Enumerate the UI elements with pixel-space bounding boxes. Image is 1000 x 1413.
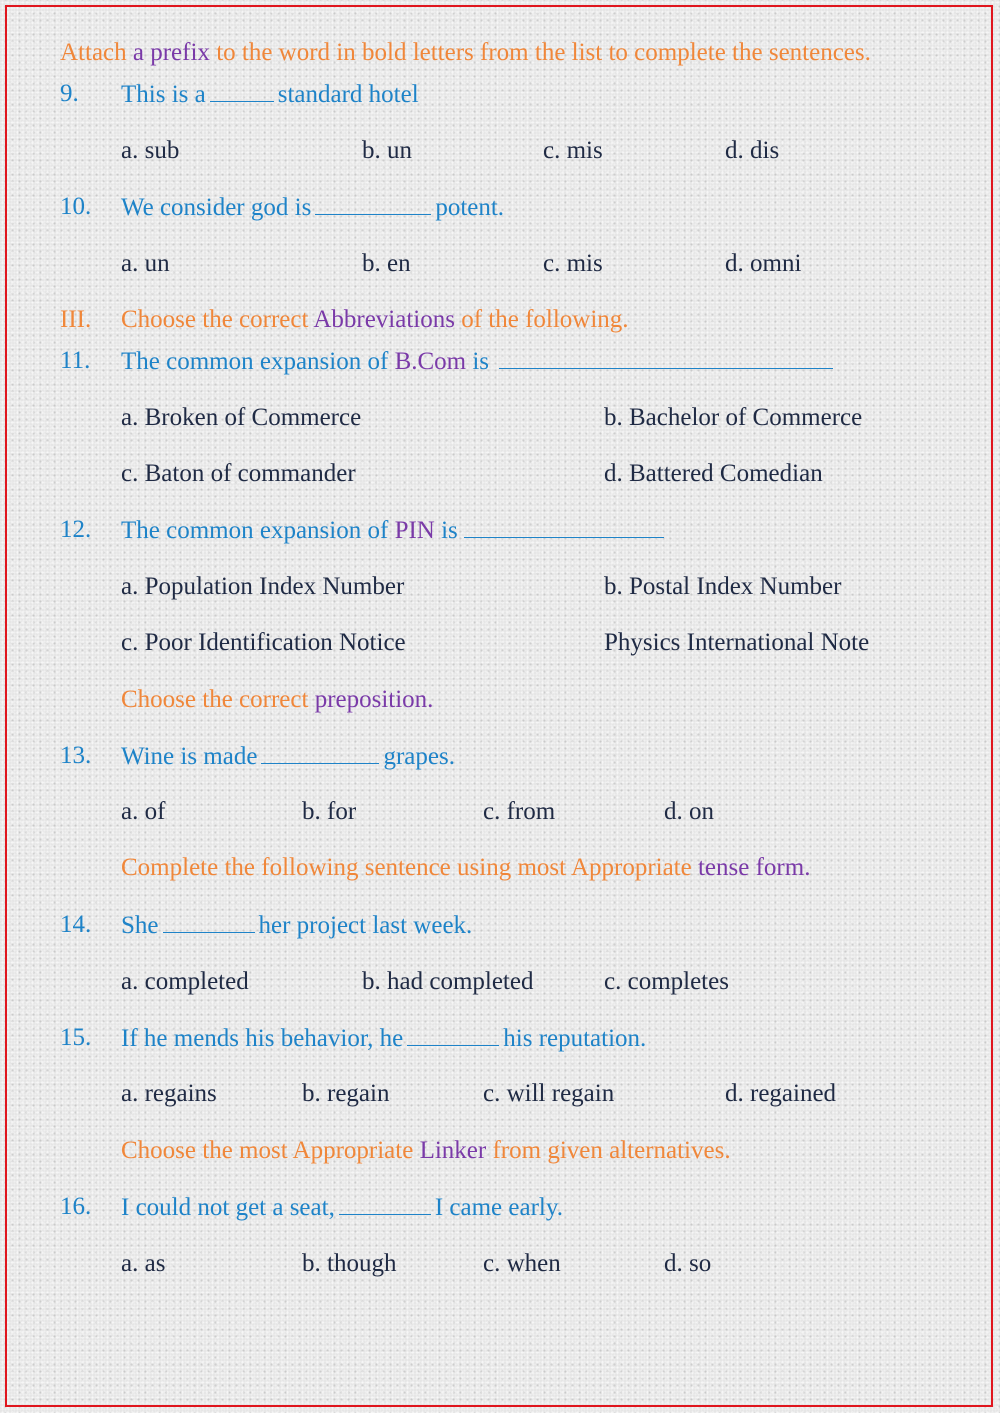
option-a: a. Broken of Commerce [121, 404, 362, 431]
option-b: b. Bachelor of Commerce [604, 404, 863, 431]
option-a: a. sub [121, 137, 180, 164]
question-16: I could not get a seat, I came early. [121, 1194, 563, 1221]
answer-blank [407, 1023, 499, 1046]
question-number: 15. [60, 1024, 92, 1051]
instruction-tense: Complete the following sentence using most Appropriate tense form. [121, 854, 811, 881]
question-number: 11. [60, 347, 91, 374]
option-d: d. so [664, 1250, 712, 1277]
option-b: b. had completed [362, 968, 534, 995]
option-d: Physics International Note [604, 629, 870, 656]
option-c: c. mis [543, 250, 603, 277]
option-d: d. dis [725, 137, 780, 164]
question-number: 14. [60, 911, 92, 938]
question-13: Wine is made grapes. [121, 743, 455, 770]
option-d: d. on [664, 798, 714, 825]
option-a: a. un [121, 250, 170, 277]
instruction-prefix: Attach a prefix to the word in bold letters from the list to complete the sentences. [60, 39, 871, 66]
question-9: This is a standard hotel [121, 81, 419, 108]
question-number: 13. [60, 742, 92, 769]
answer-blank [315, 192, 431, 215]
option-a: a. of [121, 798, 166, 825]
option-c: c. Poor Identification Notice [121, 629, 406, 656]
option-c: c. mis [543, 137, 603, 164]
option-b: b. un [362, 137, 412, 164]
option-b: b. regain [302, 1080, 390, 1107]
question-12: The common expansion of PIN is [121, 515, 668, 546]
option-a: a. completed [121, 968, 249, 995]
option-d: d. Battered Comedian [604, 460, 823, 487]
option-c: c. when [483, 1250, 561, 1277]
question-number: 9. [60, 80, 79, 107]
answer-blank [499, 346, 833, 369]
option-b: b. for [302, 798, 357, 825]
option-b: b. Postal Index Number [604, 573, 842, 600]
instruction-preposition: Choose the correct preposition. [121, 686, 434, 713]
question-14: She her project last week. [121, 912, 473, 939]
section-number: III. [60, 306, 92, 333]
instruction-abbreviations: Choose the correct Abbreviations of the following. [121, 306, 629, 333]
option-c: c. from [483, 798, 556, 825]
answer-blank [163, 910, 255, 933]
question-11: The common expansion of B.Com is [121, 346, 837, 377]
option-c: c. will regain [483, 1080, 615, 1107]
option-b: b. though [302, 1250, 397, 1277]
question-number: 16. [60, 1193, 92, 1220]
option-c: c. completes [604, 968, 729, 995]
option-a: a. regains [121, 1080, 217, 1107]
question-15: If he mends his behavior, he his reputation. [121, 1025, 647, 1052]
answer-blank [339, 1192, 431, 1215]
option-d: d. omni [725, 250, 802, 277]
question-10: We consider god is potent. [121, 194, 505, 221]
answer-blank [464, 515, 664, 538]
option-a: a. as [121, 1250, 166, 1277]
question-number: 12. [60, 516, 92, 543]
option-a: a. Population Index Number [121, 573, 405, 600]
answer-blank [261, 741, 379, 764]
question-number: 10. [60, 193, 92, 220]
instruction-linker: Choose the most Appropriate Linker from given alternatives. [121, 1137, 731, 1164]
option-c: c. Baton of commander [121, 460, 356, 487]
answer-blank [210, 79, 274, 102]
option-b: b. en [362, 250, 411, 277]
option-d: d. regained [725, 1080, 837, 1107]
